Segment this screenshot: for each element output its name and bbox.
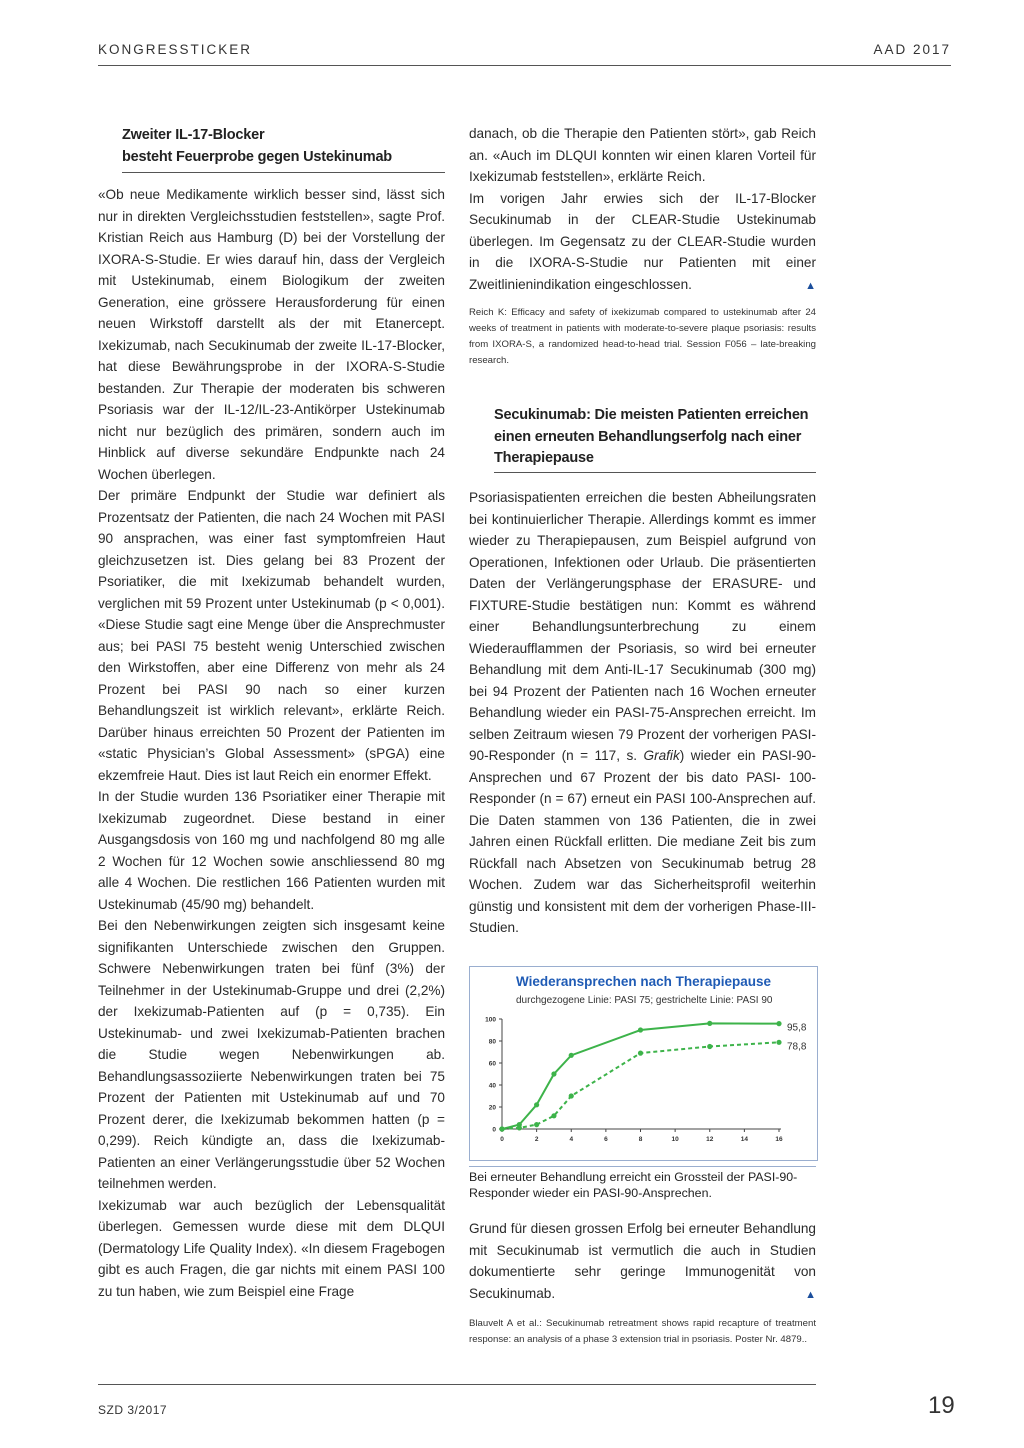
data-point: [534, 1122, 539, 1127]
article1-paragraph: In der Studie wurden 136 Psoriatiker einer Therapie mit Ixekizumab zugeordnet. Diese bestand in einer Ausgangsdosis von 160 mg und nachfolgend 80 mg alle 2 Wochen für 12 Wochen sowie anschliessend 80 mg alle 4 Wochen. Die restlichen 166 Patienten wurden mit Ustekinumab (45/90 mg) behandelt.: [98, 789, 445, 912]
article1-paragraph: danach, ob die Therapie den Patienten stört», gab Reich an. «Auch im DLQUI konnten wir einen klaren Vorteil für Ixekizumab feststellen», erklärte Reich.: [469, 126, 816, 184]
page-number: 19: [928, 1392, 955, 1419]
data-point: [569, 1093, 574, 1098]
article1-title-line2: besteht Feuerprobe gegen Ustekinumab: [122, 148, 392, 165]
article1-title-rule: [122, 172, 445, 173]
article2-reference: Blauvelt A et al.: Secukinumab retreatment shows rapid recapture of treatment response: an analysis of a phase 3 extension trial in psoriasis. Poster Nr. 4879..: [469, 1318, 816, 1345]
article2-title-rule: [494, 472, 816, 473]
data-point: [534, 1102, 539, 1107]
line-chart: [470, 967, 817, 1160]
article2-last-text: Grund für diesen grossen Erfolg bei erneuter Behandlung mit Secukinumab ist vermutlich die auch in Studien dokumentierte sehr geringe Immunogenität von Secukinumab.: [469, 1221, 816, 1301]
article1-paragraph: Ixekizumab war auch bezüglich der Lebensqualität überlegen. Gemessen wurde diese mit dem DLQUI (Dermatology Life Quality Index). «In diesem Fragebogen gibt es auch Fragen, die gar nichts mit einem PASI 100 zu tun haben, wie zum Beispiel eine Frage: [98, 1197, 445, 1299]
article2-text: Psoriasispatienten erreichen die besten Abheilungsraten bei kontinuierlicher Therapie. Allerdings kommt es immer wieder zu Therapiepausen, zum Beispiel aufgrund von Operationen, Infektionen oder Urlaub. Die präsentierten Daten der Verlängerungsphase der ERASURE- und FIXTURE-Studie bestätigen nun: Kommt es während einer Behandlungsunterbrechung zu einem Wiederaufflammen der Psoriasis, so wird bei erneuter Behandlung mit dem Anti-IL-17 Secukinumab (300 mg) bei 94 Prozent der Patienten nach 16 Wochen erneuter Behandlung wieder ein PASI-75-Ansprechen erreicht. Im selben Zeitraum wiesen 79 Prozent der vorherigen PASI-90-Responder (n = 117, s.: [469, 490, 816, 763]
data-point: [499, 1126, 504, 1131]
data-point: [569, 1053, 574, 1058]
end-triangle-icon: ▲: [805, 1288, 816, 1301]
article1-title: [122, 125, 444, 168]
grafik-reference: Grafik: [643, 748, 680, 763]
header-section: KONGRESSTICKER: [98, 42, 253, 57]
article1-paragraph: Der primäre Endpunkt der Studie war definiert als Prozentsatz der Patienten, die nach 24 Wochen mit PASI 90 ansprachen, was einer fast symptomfreien Haut gleichzusetzen ist. Dies gelang bei 83 Prozent der Psoriatiker, die mit Ixekizumab behandelt wurden, verglichen mit 59 Prozent unter Ustekinumab (p < 0,001). «Diese Studie sagt eine Menge über die Ansprechmuster aus; bei PASI 75 besteht wenig Unterschied zwischen den Wirkstoffen, aber eine Differenz von mehr als 24 Prozent bei PASI 90 nach so einer kurzen Behandlungszeit ist wirklich relevant», erklärte Reich. Darüber hinaus erreichten 50 Prozent der Patienten im «static Physician’s Global Assessment» (sPGA) eine ekzemfreie Haut. Dies ist laut Reich ein enormer Effekt.: [98, 488, 445, 783]
data-point: [707, 1044, 712, 1049]
y-tick-label: 20: [488, 1104, 496, 1112]
x-tick-label: 16: [775, 1136, 783, 1143]
article2-text-rest: ) wieder ein PASI-90-Ansprechen und 67 Prozent der bis dato PASI- 100-Responder (n = 67) erneut ein PASI 100-Ansprechen auf. Die Daten stammen von 136 Patienten, die in zwei Jahren einen Rückfall erlitten. Die mediane Zeit bis zum Rückfall nach Absetzen von Secukinumab betrug 28 Wochen. Zudem war das Sicherheitsprofil weiterhin günstig und konsistent mit dem der vorherigen Phase-III-Studien.: [469, 748, 816, 935]
article2-title: Secukinumab: Die meisten Patienten erreichen einen erneuten Behandlungserfolg nach einer Therapiepause: [494, 407, 809, 466]
chart-subtitle: durchgezogene Linie: PASI 75; gestrichelte Linie: PASI 90: [516, 995, 773, 1006]
end-triangle-icon: ▲: [805, 279, 816, 292]
data-point: [551, 1071, 556, 1076]
footer-rule: [98, 1384, 816, 1385]
x-tick-label: 14: [740, 1136, 748, 1143]
x-tick-label: 10: [671, 1136, 679, 1143]
data-point: [551, 1113, 556, 1118]
y-tick-label: 60: [488, 1060, 496, 1068]
running-header: [98, 40, 951, 66]
article1-paragraph: «Ob neue Medikamente wirklich besser sind, lässt sich nur in direkten Vergleichsstudien feststellen», sagte Prof. Kristian Reich aus Hamburg (D) bei der Vorstellung der IXORA-S-Studie. Er wies darauf hin, dass der Vergleich mit Ustekinumab, einem Biologikum der zweiten Generation, eine grössere Herausforderung für einen neuen Wirkstoff darstellt als der mit Etanercept. Ixekizumab, nach Secukinumab der zweite IL-17-Blocker, hat diese Bewährungsprobe in der IXORA-S-Studie bestanden. Zur Therapie der moderaten bis schweren Psoriasis war der IL-12/IL-23-Antikörper Ustekinumab nicht nur bezüglich des primären, sondern auch im Hinblick auf diverse sekundäre Endpunkte nach 24 Wochen überlegen.: [98, 187, 445, 482]
article2-paragraph-last: [469, 1218, 816, 1304]
data-point: [638, 1051, 643, 1056]
x-tick-label: 4: [569, 1136, 574, 1143]
data-point: [707, 1021, 712, 1026]
article1-paragraph-last: [469, 188, 816, 296]
article1-body: [98, 184, 445, 1302]
article1-title-line1: Zweiter IL-17-Blocker: [122, 127, 265, 143]
x-tick-label: 8: [638, 1136, 643, 1143]
data-point: [638, 1027, 643, 1032]
data-point: [776, 1040, 781, 1045]
y-tick-label: 40: [488, 1082, 496, 1090]
article1-last-text: Im vorigen Jahr erwies sich der IL-17-Blocker Secukinumab in der CLEAR-Studie Ustekinumab überlegen. Im Gegensatz zu der CLEAR-Studie wurden in die IXORA-S-Studie nur Patienten mit einer Zweitlinienindikation eingeschlossen.: [469, 190, 816, 292]
x-tick-label: 2: [534, 1136, 539, 1143]
data-point: [776, 1021, 781, 1026]
x-tick-label: 6: [604, 1136, 608, 1143]
article1-paragraph: Bei den Nebenwirkungen zeigten sich insgesamt keine signifikanten Unterschiede zwischen den Gruppen. Schwere Nebenwirkungen traten bei fünf (3%) der Teilnehmer in der Ustekinumab-Gruppe und drei (2,2%) der Ixekizumab-Patienten auf (p = 0,735). Ein Ustekinumab- und zwei Ixekizumab-Patienten brachen die Studie wegen Nebenwirkungen ab. Behandlungsassoziierte Nebenwirkungen traten bei 75 Prozent der Patienten mit Ustekinumab auf und 70 Prozent derer, die Ixekizumab bekommen hatten (p = 0,299). Reich kündigte an, dass die Ixekizumab-Patienten an einer Verlängerungsstudie über 52 Wochen teilnehmen werden.: [98, 918, 445, 1191]
article2-body: [469, 487, 816, 939]
article1-reference: Reich K: Efficacy and safety of ixekizumab compared to ustekinumab after 24 weeks of treatment in patients with moderate-to-severe plaque psoriasis: results from IXORA-S, a randomized head-to-head trial. Session F056 – late-breaking research.: [469, 307, 816, 366]
chart-title: Wiederansprechen nach Therapiepause: [516, 974, 771, 989]
data-point: [517, 1125, 522, 1130]
x-tick-label: 12: [706, 1136, 714, 1143]
y-tick-label: 80: [488, 1038, 496, 1046]
x-tick-label: 0: [500, 1136, 504, 1143]
series-line-1: [502, 1023, 779, 1129]
article2-conclusion: [469, 1218, 816, 1306]
y-tick-label: 100: [485, 1016, 496, 1024]
article2-paragraph: [469, 487, 816, 939]
article1-continued: [469, 123, 816, 297]
chart-caption: Bei erneuter Behandlung erreicht ein Grossteil der PASI-90-Responder wieder ein PASI-90-Ansprechen.: [469, 1166, 816, 1201]
header-event: AAD 2017: [873, 42, 951, 57]
end-value-label: 78,8: [787, 1041, 807, 1053]
issue-label: SZD 3/2017: [98, 1403, 168, 1417]
chart-panel: [469, 966, 818, 1161]
end-value-label: 95,8: [787, 1022, 807, 1034]
y-tick-label: 0: [492, 1126, 496, 1134]
